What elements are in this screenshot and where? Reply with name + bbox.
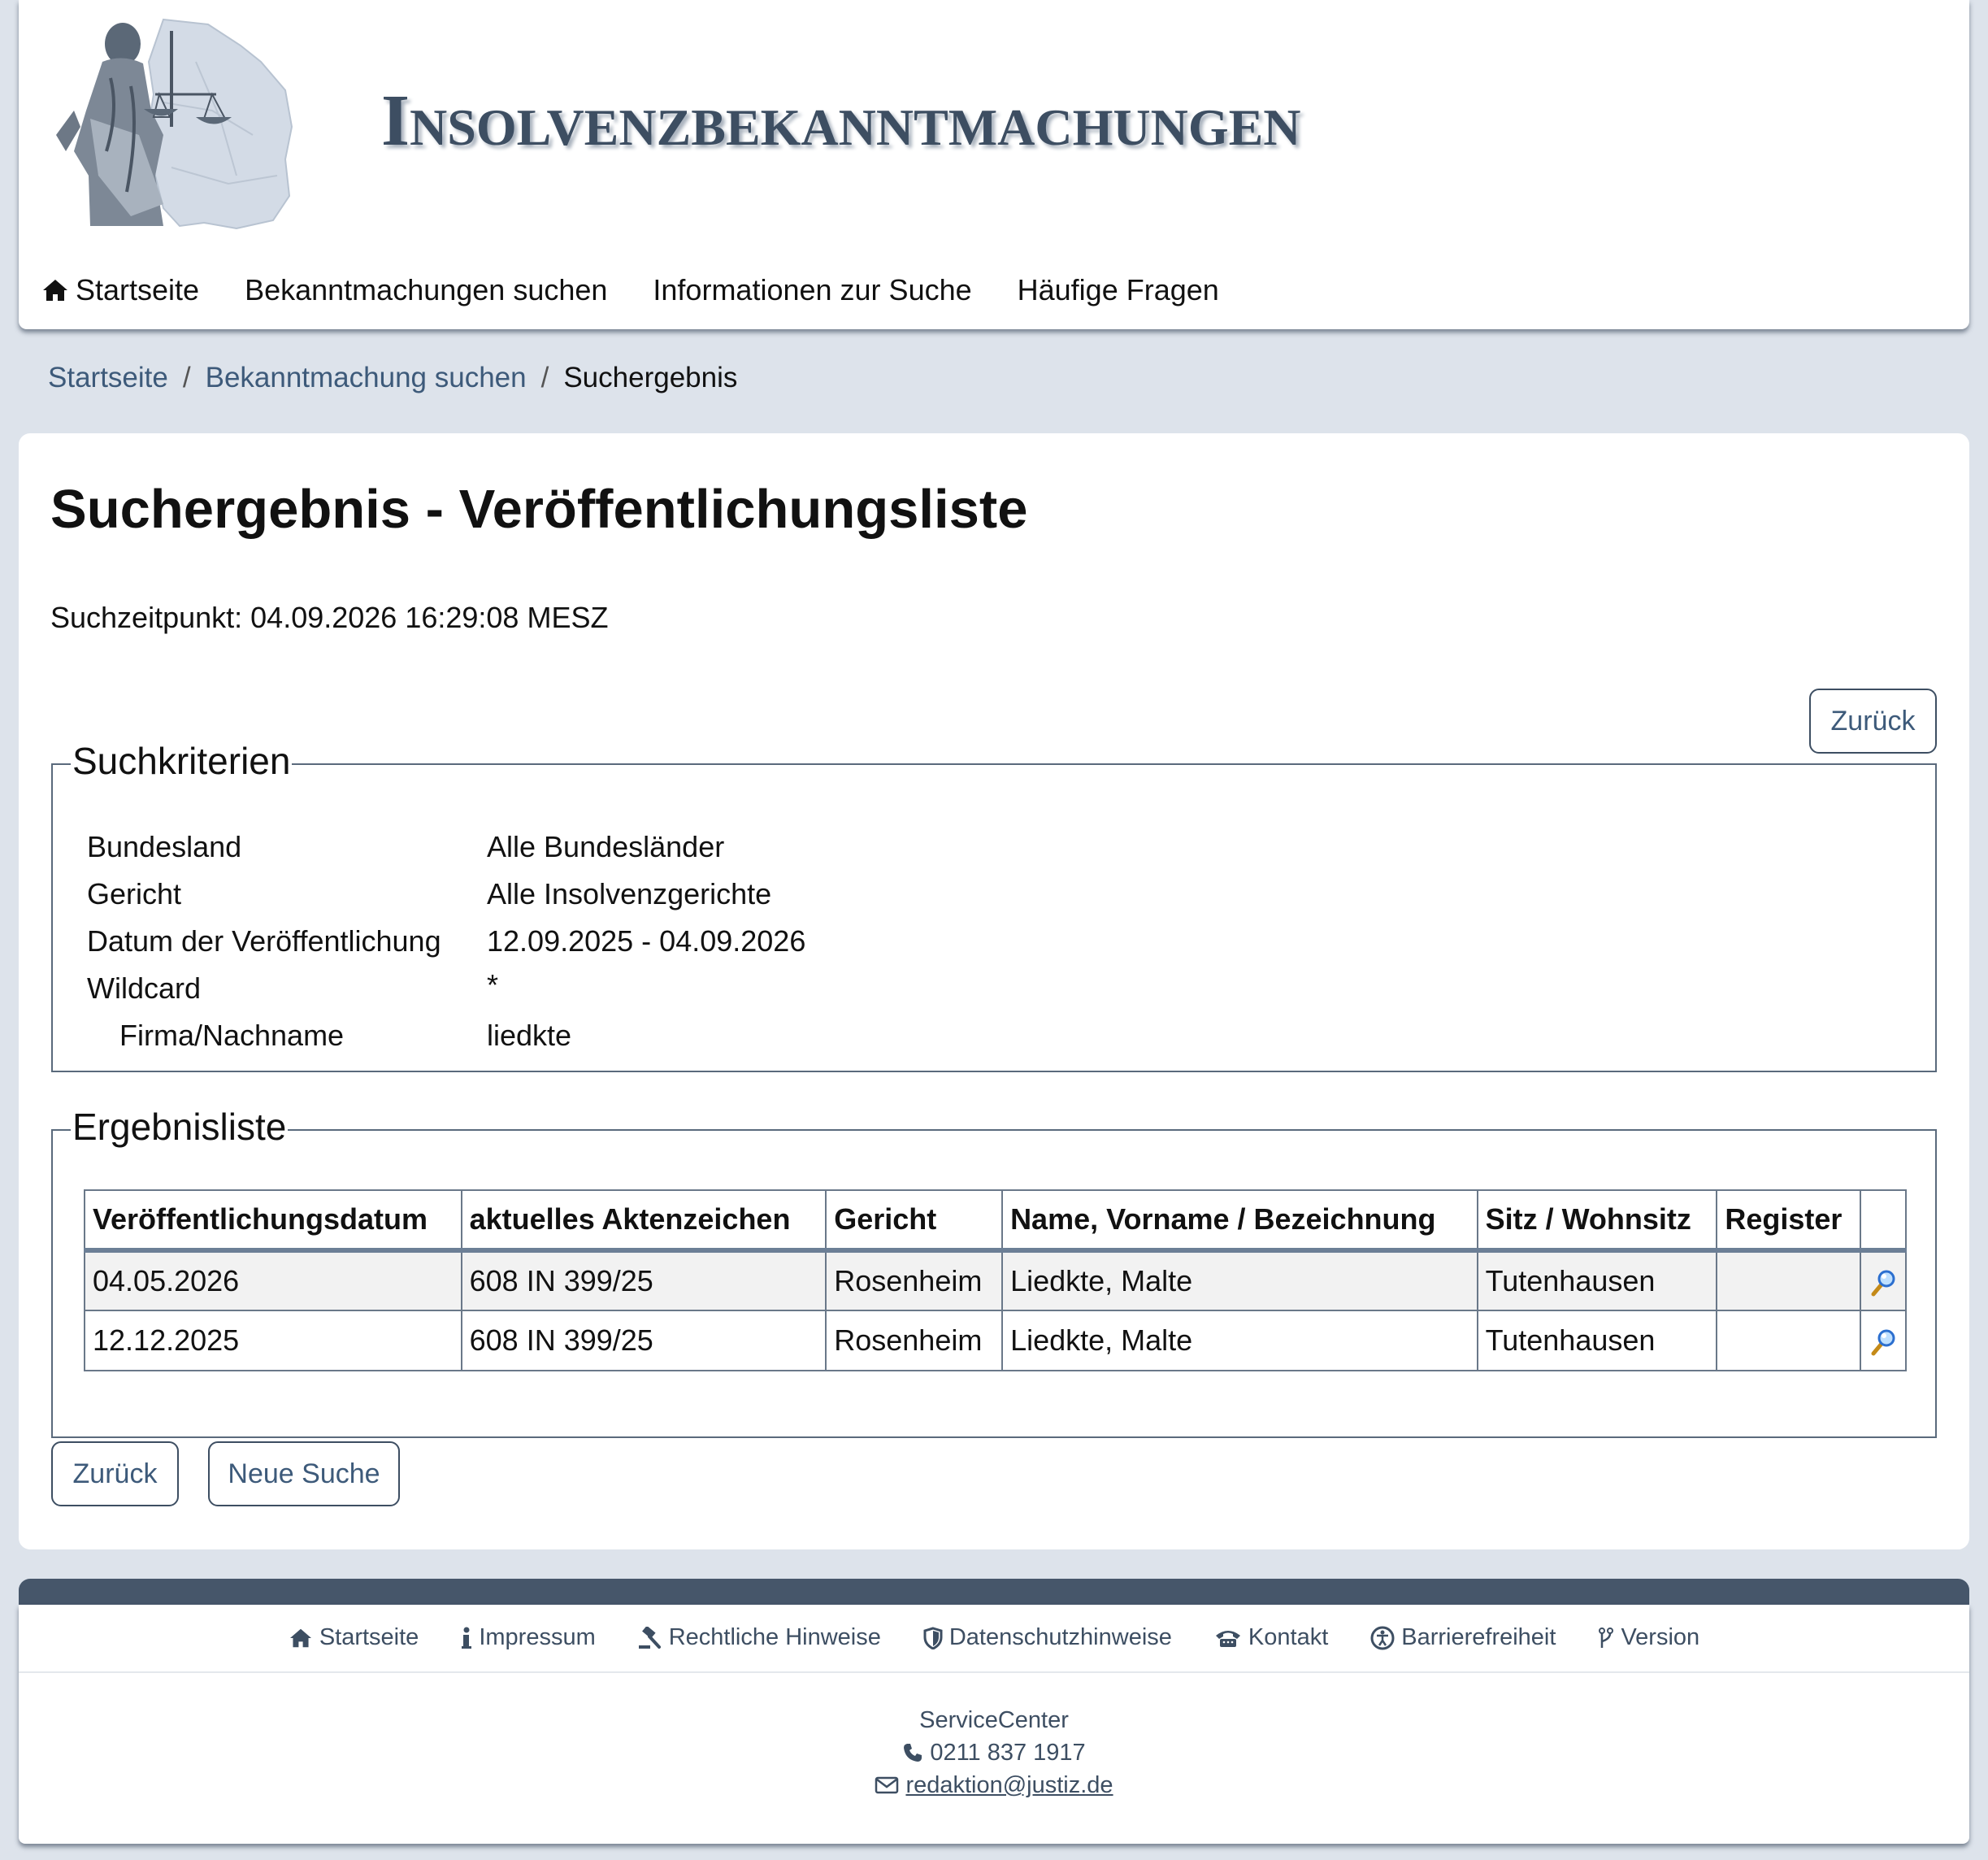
footer-link-label: Version	[1621, 1624, 1700, 1650]
home-icon	[41, 278, 69, 302]
cell-court: Rosenheim	[826, 1250, 1002, 1310]
cell-register	[1717, 1310, 1860, 1371]
cell-seat: Tutenhausen	[1478, 1310, 1717, 1371]
site-header	[19, 0, 1969, 329]
home-icon	[289, 1628, 313, 1649]
results-table	[84, 1189, 1907, 1371]
shield-icon	[923, 1627, 943, 1649]
back-button-top[interactable]: Zurück	[1809, 689, 1937, 754]
footer-link-label: Rechtliche Hinweise	[668, 1624, 881, 1650]
back-button-bottom[interactable]: Zurück	[51, 1441, 179, 1506]
criteria-label-gericht: Gericht	[87, 877, 182, 910]
footer-link-label: Startseite	[319, 1624, 419, 1650]
branch-icon	[1598, 1627, 1614, 1649]
criteria-value-datum: 12.09.2025 - 04.09.2026	[487, 924, 806, 958]
criteria-value-firma: liedkte	[487, 1019, 572, 1052]
cell-name: Liedkte, Malte	[1002, 1250, 1478, 1310]
column-header-name[interactable]: Name, Vorname / Bezeichnung	[1002, 1190, 1478, 1250]
column-header-seat[interactable]: Sitz / Wohnsitz	[1478, 1190, 1717, 1250]
criteria-label-datum: Datum der Veröffentlichung	[87, 924, 441, 958]
footer-link-rechtliche-hinweise[interactable]	[638, 1624, 881, 1651]
envelope-icon	[875, 1775, 899, 1795]
criteria-fieldset	[51, 740, 1937, 1072]
nav-startseite[interactable]	[41, 273, 199, 307]
footer-link-label: Datenschutzhinweise	[948, 1624, 1172, 1650]
criteria-legend: Suchkriterien	[71, 737, 292, 786]
service-email-link[interactable]: redaktion@justiz.de	[905, 1772, 1113, 1798]
footer-link-label: Barrierefreiheit	[1401, 1624, 1556, 1650]
site-title-rest: NSOLVENZBEKANNTMACHUNGEN	[410, 98, 1301, 156]
main-content	[19, 433, 1969, 1549]
criteria-label-firma: Firma/Nachname	[119, 1019, 345, 1052]
footer-link-datenschutzhinweise[interactable]	[923, 1624, 1172, 1651]
page-title: Suchergebnis - Veröffentlichungsliste	[50, 479, 1028, 540]
magnifier-icon[interactable]	[1869, 1328, 1898, 1357]
justitia-logo-icon[interactable]	[41, 13, 311, 231]
magnifier-icon[interactable]	[1869, 1268, 1898, 1297]
service-phone-number[interactable]: 0211 837 1917	[930, 1740, 1086, 1766]
nav-startseite-label: Startseite	[76, 273, 200, 306]
service-title: ServiceCenter	[919, 1707, 1069, 1733]
info-icon	[461, 1627, 472, 1649]
column-header-court[interactable]: Gericht	[826, 1190, 1002, 1250]
site-title-initial: I	[381, 80, 410, 161]
accessibility-icon	[1370, 1626, 1395, 1650]
site-title[interactable]	[381, 80, 1301, 161]
column-header-date[interactable]: Veröffentlichungsdatum	[85, 1190, 462, 1250]
table-header-row	[85, 1190, 1906, 1250]
breadcrumb-bekanntmachung-suchen[interactable]: Bekanntmachung suchen	[205, 362, 527, 393]
nav-bekanntmachungen-label: Bekanntmachungen suchen	[245, 273, 608, 306]
cell-action	[1860, 1250, 1906, 1310]
service-center	[19, 1704, 1969, 1801]
search-timestamp: Suchzeitpunkt: 04.09.2026 16:29:08 MESZ	[50, 601, 609, 634]
breadcrumb-separator: /	[540, 362, 549, 393]
breadcrumb-current: Suchergebnis	[563, 362, 738, 393]
column-header-register[interactable]: Register	[1717, 1190, 1860, 1250]
footer-link-label: Kontakt	[1248, 1624, 1329, 1650]
nav-haeufige-fragen[interactable]	[1018, 273, 1219, 307]
footer-link-version[interactable]	[1598, 1624, 1699, 1651]
breadcrumb	[48, 362, 737, 394]
gavel-icon	[638, 1627, 662, 1649]
cell-name: Liedkte, Malte	[1002, 1310, 1478, 1371]
table-row[interactable]	[85, 1250, 1906, 1310]
cell-court: Rosenheim	[826, 1310, 1002, 1371]
cell-az: 608 IN 399/25	[462, 1250, 827, 1310]
cell-register	[1717, 1250, 1860, 1310]
footer-accent-bar	[19, 1579, 1969, 1605]
results-fieldset	[51, 1106, 1937, 1438]
footer-link-kontakt[interactable]	[1214, 1624, 1328, 1651]
nav-informationen-zur-suche[interactable]	[653, 273, 971, 307]
service-email	[19, 1769, 1969, 1801]
column-header-az[interactable]: aktuelles Aktenzeichen	[462, 1190, 827, 1250]
results-legend: Ergebnisliste	[71, 1103, 288, 1152]
criteria-value-gericht: Alle Insolvenzgerichte	[487, 877, 772, 910]
column-header-action	[1860, 1190, 1906, 1250]
footer-link-impressum[interactable]	[461, 1624, 595, 1651]
cell-action	[1860, 1310, 1906, 1371]
criteria-label-wildcard: Wildcard	[87, 971, 202, 1005]
criteria-value-wildcard: *	[487, 968, 499, 1002]
nav-informationen-label: Informationen zur Suche	[653, 273, 972, 306]
footer-links	[19, 1624, 1969, 1651]
footer-divider	[19, 1671, 1969, 1673]
footer-link-label: Impressum	[479, 1624, 596, 1650]
phone-icon	[1214, 1628, 1242, 1649]
main-nav	[41, 273, 1219, 307]
new-search-button[interactable]: Neue Suche	[208, 1441, 400, 1506]
cell-date: 12.12.2025	[85, 1310, 462, 1371]
footer-link-barrierefreiheit[interactable]	[1370, 1624, 1556, 1651]
cell-seat: Tutenhausen	[1478, 1250, 1717, 1310]
footer-link-startseite[interactable]	[289, 1624, 419, 1651]
site-footer	[19, 1605, 1969, 1844]
table-row[interactable]	[85, 1310, 1906, 1371]
cell-az: 608 IN 399/25	[462, 1310, 827, 1371]
nav-bekanntmachungen-suchen[interactable]	[245, 273, 607, 307]
breadcrumb-startseite[interactable]: Startseite	[48, 362, 168, 393]
criteria-label-bundesland: Bundesland	[87, 830, 242, 863]
phone-icon	[902, 1742, 923, 1763]
breadcrumb-separator: /	[182, 362, 191, 393]
service-phone	[19, 1736, 1969, 1769]
cell-date: 04.05.2026	[85, 1250, 462, 1310]
nav-fragen-label: Häufige Fragen	[1017, 273, 1219, 306]
criteria-value-bundesland: Alle Bundesländer	[487, 830, 725, 863]
